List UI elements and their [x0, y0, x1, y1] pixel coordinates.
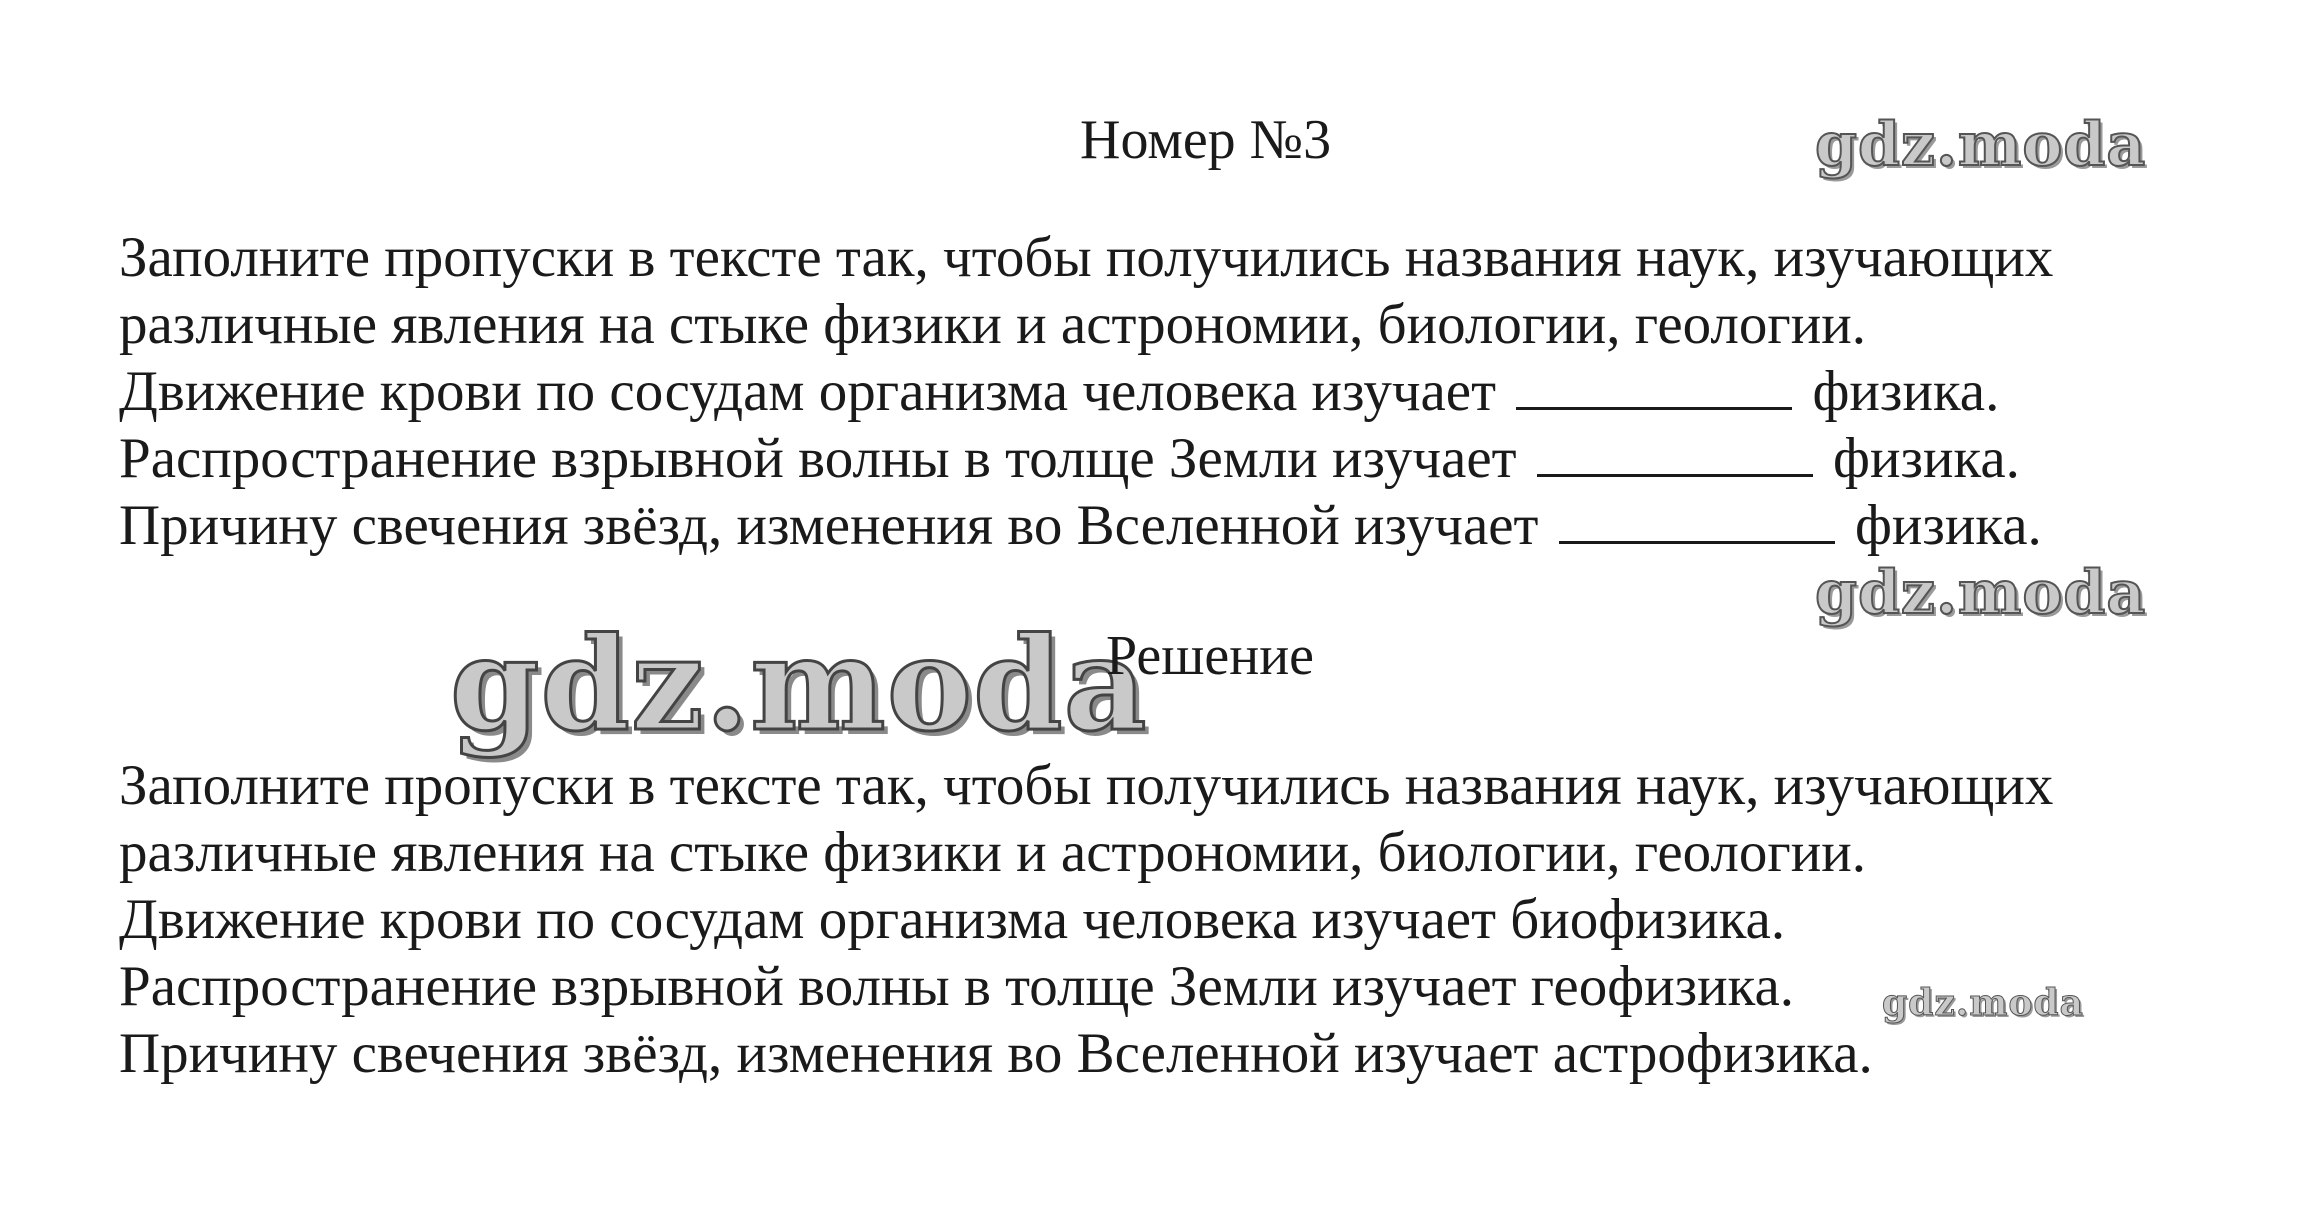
watermark-logo-large: gdz.moda [450, 610, 1148, 760]
gap-suffix: физика. [1854, 494, 2042, 557]
gap-suffix: физика. [1833, 427, 2020, 490]
task-number-title: Номер №3 [1080, 109, 1332, 171]
fill-in-blank [1516, 359, 1792, 410]
watermark-logo: gdz.moda [1815, 110, 2147, 180]
task-gap-line [119, 492, 2053, 559]
solution-line: различные явления на стыке физики и астрономии, биологии, геологии. [119, 821, 1866, 884]
gap-prefix: Распространение взрывной волны в толще Земли изучает [119, 427, 1517, 490]
watermark-logo-small: gdz.moda [1882, 982, 2084, 1024]
fill-in-blank [1537, 426, 1813, 477]
task-gap-line [119, 425, 2053, 492]
gap-prefix: Причину свечения звёзд, изменения во Вселенной изучает [119, 494, 1539, 557]
solution-heading: Решение [1106, 625, 1315, 687]
task-line: Заполните пропуски в тексте так, чтобы получились названия наук, изучающих [119, 226, 2054, 289]
solution-line: Распространение взрывной волны в толще Земли изучает геофизика. [119, 955, 1795, 1018]
task-text [119, 224, 2053, 559]
solution-line: Причину свечения звёзд, изменения во Вселенной изучает астрофизика. [119, 1022, 1873, 1085]
task-gap-line [119, 358, 2053, 425]
gap-suffix: физика. [1812, 360, 2000, 423]
task-line: различные явления на стыке физики и астрономии, биологии, геологии. [119, 293, 1866, 356]
watermark-logo: gdz.moda [1815, 558, 2147, 628]
solution-line: Заполните пропуски в тексте так, чтобы получились названия наук, изучающих [119, 754, 2054, 817]
solution-line: Движение крови по сосудам организма человека изучает биофизика. [119, 888, 1786, 951]
solution-text [119, 752, 2053, 1087]
gap-prefix: Движение крови по сосудам организма человека изучает [119, 360, 1496, 423]
fill-in-blank [1559, 493, 1835, 544]
